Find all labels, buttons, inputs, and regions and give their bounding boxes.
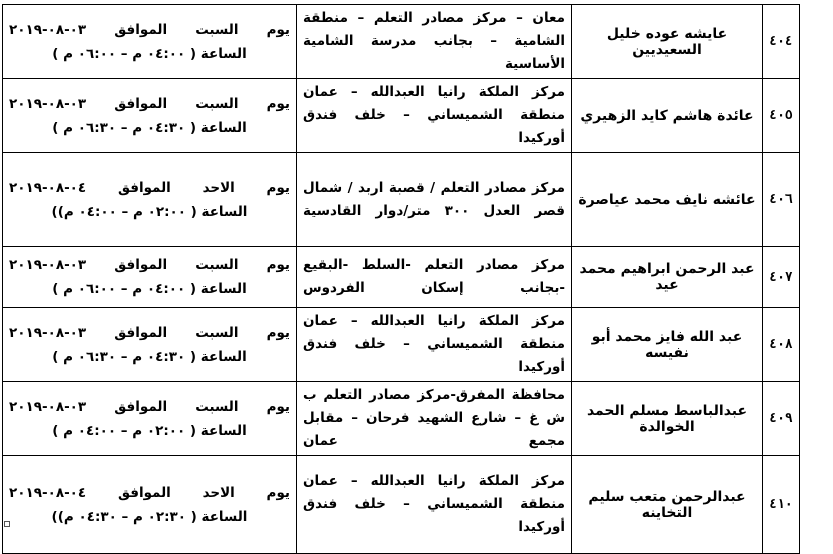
hour-text: الساعة ( ٠٢:٠٠ م – ٠٤:٠٠ م)) <box>51 203 248 220</box>
table-row <box>3 247 800 308</box>
time-cell <box>3 153 297 247</box>
location-cell: مركز الملكة رانيا العبدالله – عمان منطقة الشميساني – خلف فندق أوركيدا <box>297 308 572 382</box>
person-name: عايشه عوده خليل السعيديين <box>572 5 763 79</box>
row-number: ٤١٠ <box>763 456 800 554</box>
table-row <box>3 5 800 79</box>
location-cell: مركز الملكة رانيا العبدالله – عمان منطقة الشميساني – خلف فندق أوركيدا <box>297 79 572 153</box>
time-cell <box>3 247 297 308</box>
hour-text: الساعة ( ٠٤:٣٠ م – ٠٦:٣٠ م ) <box>52 119 247 136</box>
person-name: عائدة هاشم كايد الزهيري <box>572 79 763 153</box>
hour-text: الساعة ( ٠٤:٠٠ م – ٠٦:٠٠ م ) <box>52 281 247 297</box>
location-cell: مركز مصادر التعلم / قصبة اربد / شمال قصر العدل ٣٠٠ متر/دوار القادسية <box>297 153 572 247</box>
person-name: عبدالباسط مسلم الحمد الخوالدة <box>572 382 763 456</box>
row-number: ٤٠٤ <box>763 5 800 79</box>
table-row <box>3 79 800 153</box>
row-number: ٤٠٦ <box>763 153 800 247</box>
row-number: ٤٠٥ <box>763 79 800 153</box>
day-text: يوم الاحد الموافق ٠٤-٠٨-٢٠١٩ <box>9 179 290 196</box>
table-row <box>3 153 800 247</box>
day-text: يوم السبت الموافق ٠٣-٠٨-٢٠١٩ <box>9 324 290 341</box>
table-row <box>3 382 800 456</box>
row-number: ٤٠٨ <box>763 308 800 382</box>
day-text: يوم السبت الموافق ٠٣-٠٨-٢٠١٩ <box>9 95 290 112</box>
hour-text: الساعة ( ٠٤:٣٠ م – ٠٦:٣٠ م ) <box>52 348 247 365</box>
location-cell: مركز مصادر التعلم -السلط -البقيع -بجانب إسكان الفردوس <box>297 247 572 308</box>
location-cell: محافظة المفرق-مركز مصادر التعلم ب ش غ – شارع الشهيد فرحان – مقابل مجمع عمان <box>297 382 572 456</box>
day-text: يوم السبت الموافق ٠٣-٠٨-٢٠١٩ <box>9 257 290 273</box>
day-text: يوم الاحد الموافق ٠٤-٠٨-٢٠١٩ <box>9 484 290 501</box>
person-name: عائشه نايف محمد عياصرة <box>572 153 763 247</box>
location-cell: مركز الملكة رانيا العبدالله – عمان منطقة الشميساني – خلف فندق أوركيدا <box>297 456 572 554</box>
time-cell <box>3 382 297 456</box>
time-cell <box>3 308 297 382</box>
person-name: عبد الرحمن ابراهيم محمد عيد <box>572 247 763 308</box>
hour-text: الساعة ( ٠٤:٠٠ م – ٠٦:٠٠ م ) <box>52 45 247 62</box>
hour-text: الساعة ( ٠٢:٠٠ م – ٠٤:٠٠ م ) <box>52 422 247 439</box>
person-name: عبدالرحمن متعب سليم التخاينه <box>572 456 763 554</box>
day-text: يوم السبت الموافق ٠٣-٠٨-٢٠١٩ <box>9 21 290 38</box>
time-cell <box>3 5 297 79</box>
schedule-table <box>2 4 800 554</box>
day-text: يوم السبت الموافق ٠٣-٠٨-٢٠١٩ <box>9 398 290 415</box>
person-name: عبد الله فايز محمد أبو نفيسه <box>572 308 763 382</box>
row-number: ٤٠٧ <box>763 247 800 308</box>
hour-text: الساعة ( ٠٢:٣٠ م – ٠٤:٣٠ م)) <box>51 508 248 525</box>
row-number: ٤٠٩ <box>763 382 800 456</box>
paragraph-mark-icon <box>4 521 10 527</box>
location-cell: معان – مركز مصادر التعلم – منطقة الشامية – بجانب مدرسة الشامية الأساسية <box>297 5 572 79</box>
table-row <box>3 308 800 382</box>
time-cell <box>3 79 297 153</box>
